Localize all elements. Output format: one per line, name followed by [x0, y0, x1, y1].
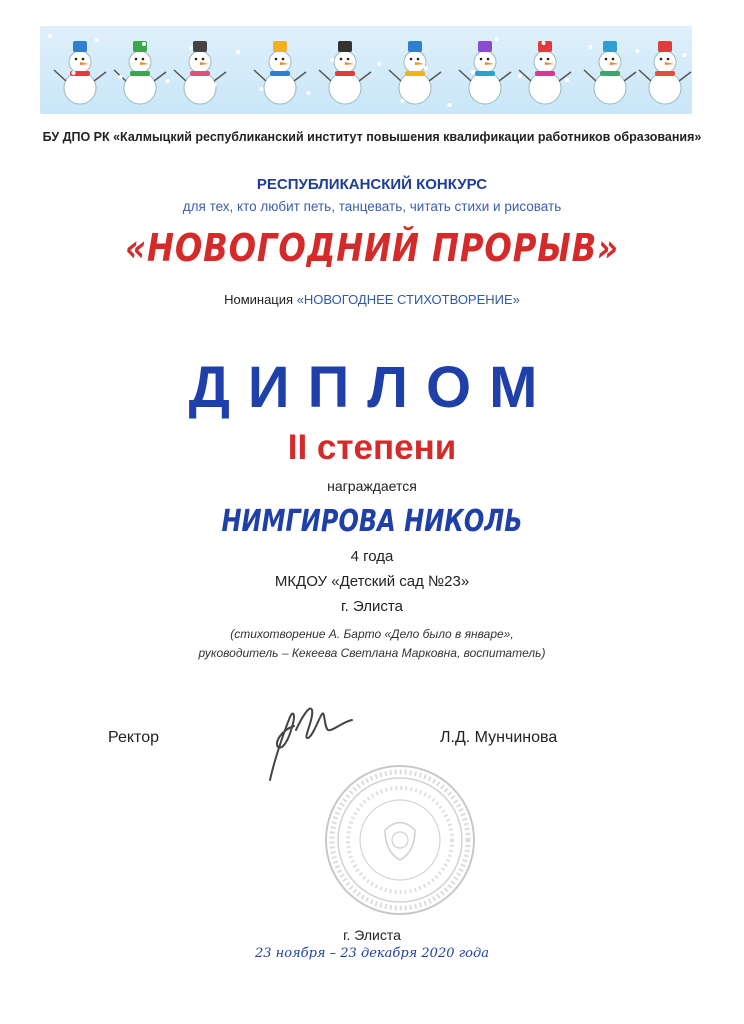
nomination — [0, 292, 744, 307]
snowflake — [189, 46, 193, 50]
snowman — [639, 41, 691, 104]
snowmen-banner — [40, 26, 692, 114]
snowflake — [589, 45, 593, 49]
snowflake — [213, 83, 217, 87]
signer-name: Л.Д. Мунчинова — [440, 729, 558, 746]
footer-dates: 23 ноября – 23 декабря 2020 года — [254, 946, 490, 961]
snowman — [519, 41, 571, 104]
snowflake — [401, 99, 405, 103]
snowflake — [636, 49, 640, 53]
awarded-label: награждается — [327, 478, 417, 494]
snowflake — [448, 103, 452, 107]
snowflake — [283, 54, 287, 58]
snowflake — [495, 37, 499, 41]
snowflake — [683, 53, 687, 57]
snowman — [54, 41, 106, 104]
recipient-institution: МКДОУ «Детский сад №23» — [274, 573, 470, 590]
snowflake — [354, 95, 358, 99]
snowflake — [424, 66, 428, 70]
footer-city: г. Элиста — [343, 927, 401, 943]
snowflake — [260, 87, 264, 91]
recipient-age: 4 года — [350, 548, 394, 565]
snowman — [319, 41, 371, 104]
snowman — [389, 41, 441, 104]
snowflake — [330, 58, 334, 62]
snowflake — [72, 71, 76, 75]
nomination-label: Номинация — [224, 292, 294, 307]
snowflake — [307, 91, 311, 95]
snowflake — [377, 62, 381, 66]
recipient-city: г. Элиста — [341, 598, 403, 615]
note-line-2: руководитель – Кекеева Светлана Марковна, воспитатель) — [198, 646, 546, 660]
diploma-degree: II степени — [287, 428, 457, 467]
official-stamp — [320, 760, 480, 920]
snowflake — [95, 38, 99, 42]
snowman — [114, 41, 166, 104]
snowflake — [471, 70, 475, 74]
nomination-value: «НОВОГОДНЕЕ СТИХОТВОРЕНИЕ» — [296, 292, 520, 307]
snowflake — [612, 82, 616, 86]
signer-title: Ректор — [108, 729, 159, 746]
snowflake — [142, 42, 146, 46]
snowflake — [542, 41, 546, 45]
snowflake — [565, 78, 569, 82]
organization-line: БУ ДПО РК «Калмыцкий республиканский институт повышения квалификации работников образования» — [42, 130, 702, 144]
snowman — [174, 41, 226, 104]
snowmen-illustration — [40, 26, 692, 114]
snowman — [254, 41, 306, 104]
snowman — [584, 41, 636, 104]
recipient-name: НИМГИРОВА НИКОЛЬ — [221, 504, 523, 539]
snowflake — [48, 34, 52, 38]
snowman — [459, 41, 511, 104]
diploma-heading: ДИПЛОМ — [188, 355, 556, 420]
note-line-1: (стихотворение А. Барто «Дело было в январе», — [230, 627, 514, 641]
snowflake — [659, 86, 663, 90]
snowflake — [166, 79, 170, 83]
contest-title: «НОВОГОДНИЙ ПРОРЫВ» — [125, 226, 619, 270]
contest-description: для тех, кто любит петь, танцевать, читать стихи и рисовать — [182, 199, 562, 214]
contest-heading: РЕСПУБЛИКАНСКИЙ КОНКУРС — [256, 176, 488, 193]
snowflake — [119, 75, 123, 79]
snowflake — [518, 74, 522, 78]
snowflake — [236, 50, 240, 54]
